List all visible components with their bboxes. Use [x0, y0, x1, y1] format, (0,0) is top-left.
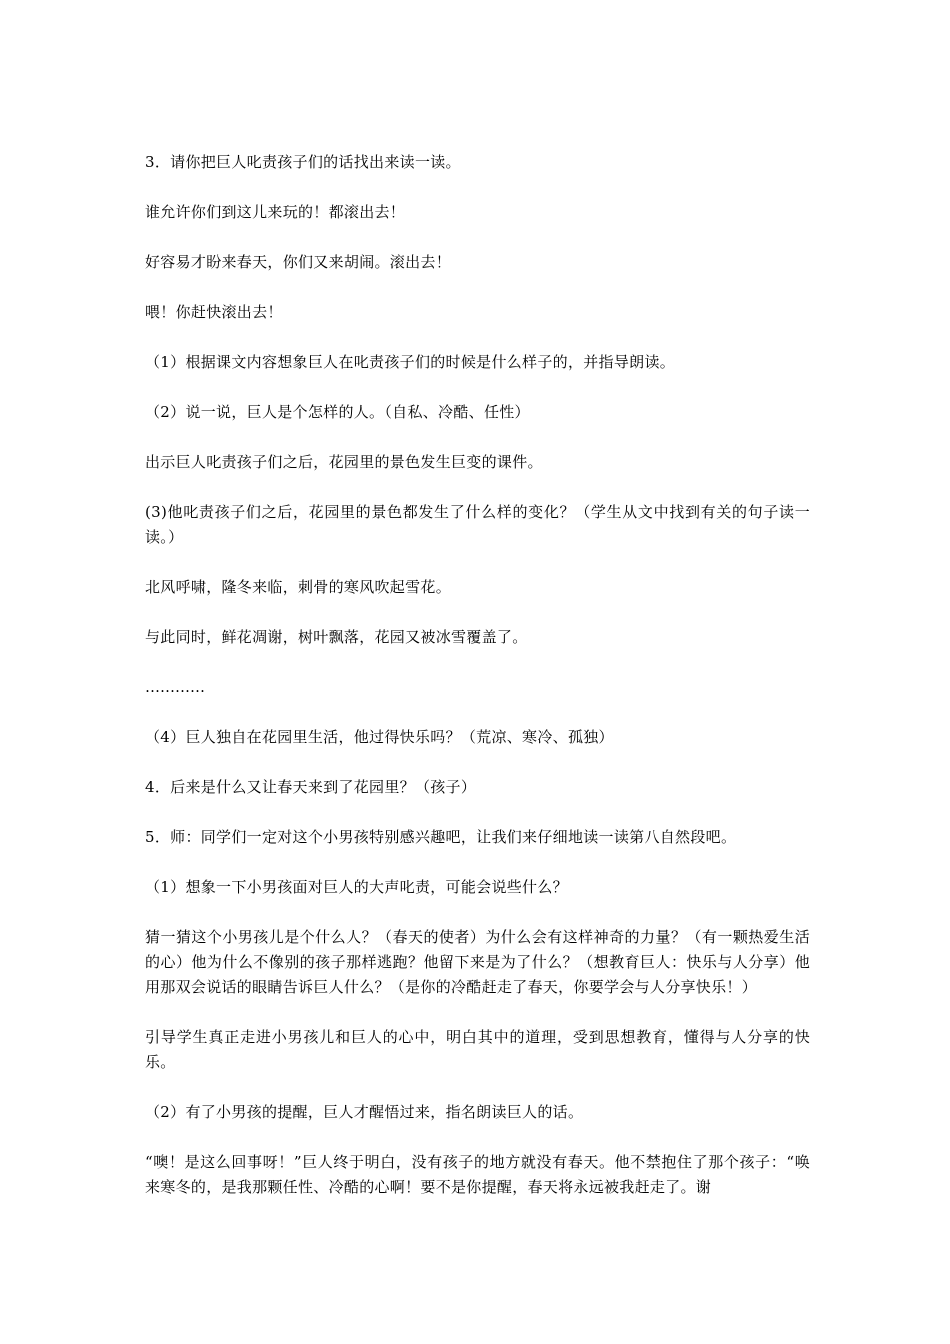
paragraph-sub-2: （2）说一说，巨人是个怎样的人。（自私、冷酷、任性） — [145, 403, 530, 421]
paragraph-guide: 引导学生真正走进小男孩儿和巨人的心中，明白其中的道理，受到思想教育，懂得与人分享的快乐。 — [145, 1028, 810, 1071]
paragraph-quote-2: 好容易才盼来春天，你们又来胡闹。滚出去！ — [145, 253, 452, 271]
paragraph-sub-1: （1）根据课文内容想象巨人在叱责孩子们的时候是什么样子的，并指导朗读。 — [145, 353, 676, 371]
paragraph-sub-4: （4）巨人独自在花园里生活，他过得快乐吗？（荒凉、寒冷、孤独） — [145, 728, 614, 746]
paragraph-giant-speech: “噢！是这么回事呀！”巨人终于明白，没有孩子的地方就没有春天。他不禁抱住了那个孩子：“唤来寒冬的，是我那颗任性、冷酷的心啊！要不是你提醒，春天将永远被我赶走了。谢 — [145, 1153, 810, 1196]
paragraph-step-4: 4．后来是什么又让春天来到了花园里？（孩子） — [145, 778, 477, 796]
paragraph-scene-2: 与此同时，鲜花凋谢，树叶飘落，花园又被冰雪覆盖了。 — [145, 628, 528, 646]
paragraph-courseware: 出示巨人叱责孩子们之后，花园里的景色发生巨变的课件。 — [145, 453, 543, 471]
paragraph-ellipsis: ………… — [145, 678, 205, 696]
paragraph-step-5-sub-1: （1）想象一下小男孩面对巨人的大声叱责，可能会说些什么？ — [145, 878, 568, 896]
paragraph-scene-1: 北风呼啸，隆冬来临，刺骨的寒风吹起雪花。 — [145, 578, 452, 596]
paragraph-quote-3: 喂！你赶快滚出去！ — [145, 303, 283, 321]
paragraph-step-5: 5．师：同学们一定对这个小男孩特别感兴趣吧，让我们来仔细地读一读第八自然段吧。 — [145, 828, 737, 846]
document-body — [145, 150, 810, 1225]
paragraph-step-3: 3．请你把巨人叱责孩子们的话找出来读一读。 — [145, 153, 461, 171]
paragraph-quote-1: 谁允许你们到这儿来玩的！都滚出去！ — [145, 203, 406, 221]
paragraph-step-5-sub-2: （2）有了小男孩的提醒，巨人才醒悟过来，指名朗读巨人的话。 — [145, 1103, 584, 1121]
paragraph-guess: 猜一猜这个小男孩儿是个什么人？（春天的使者）为什么会有这样神奇的力量？（有一颗热爱生活的心）他为什么不像别的孩子那样逃跑？他留下来是为了什么？（想教育巨人：快乐与人分享）他用那双会说话的眼睛告诉巨人什么？（是你的冷酷赶走了春天，你要学会与人分享快乐！） — [145, 928, 810, 996]
paragraph-sub-3: (3)他叱责孩子们之后，花园里的景色都发生了什么样的变化？（学生从文中找到有关的句子读一读。） — [145, 503, 810, 546]
